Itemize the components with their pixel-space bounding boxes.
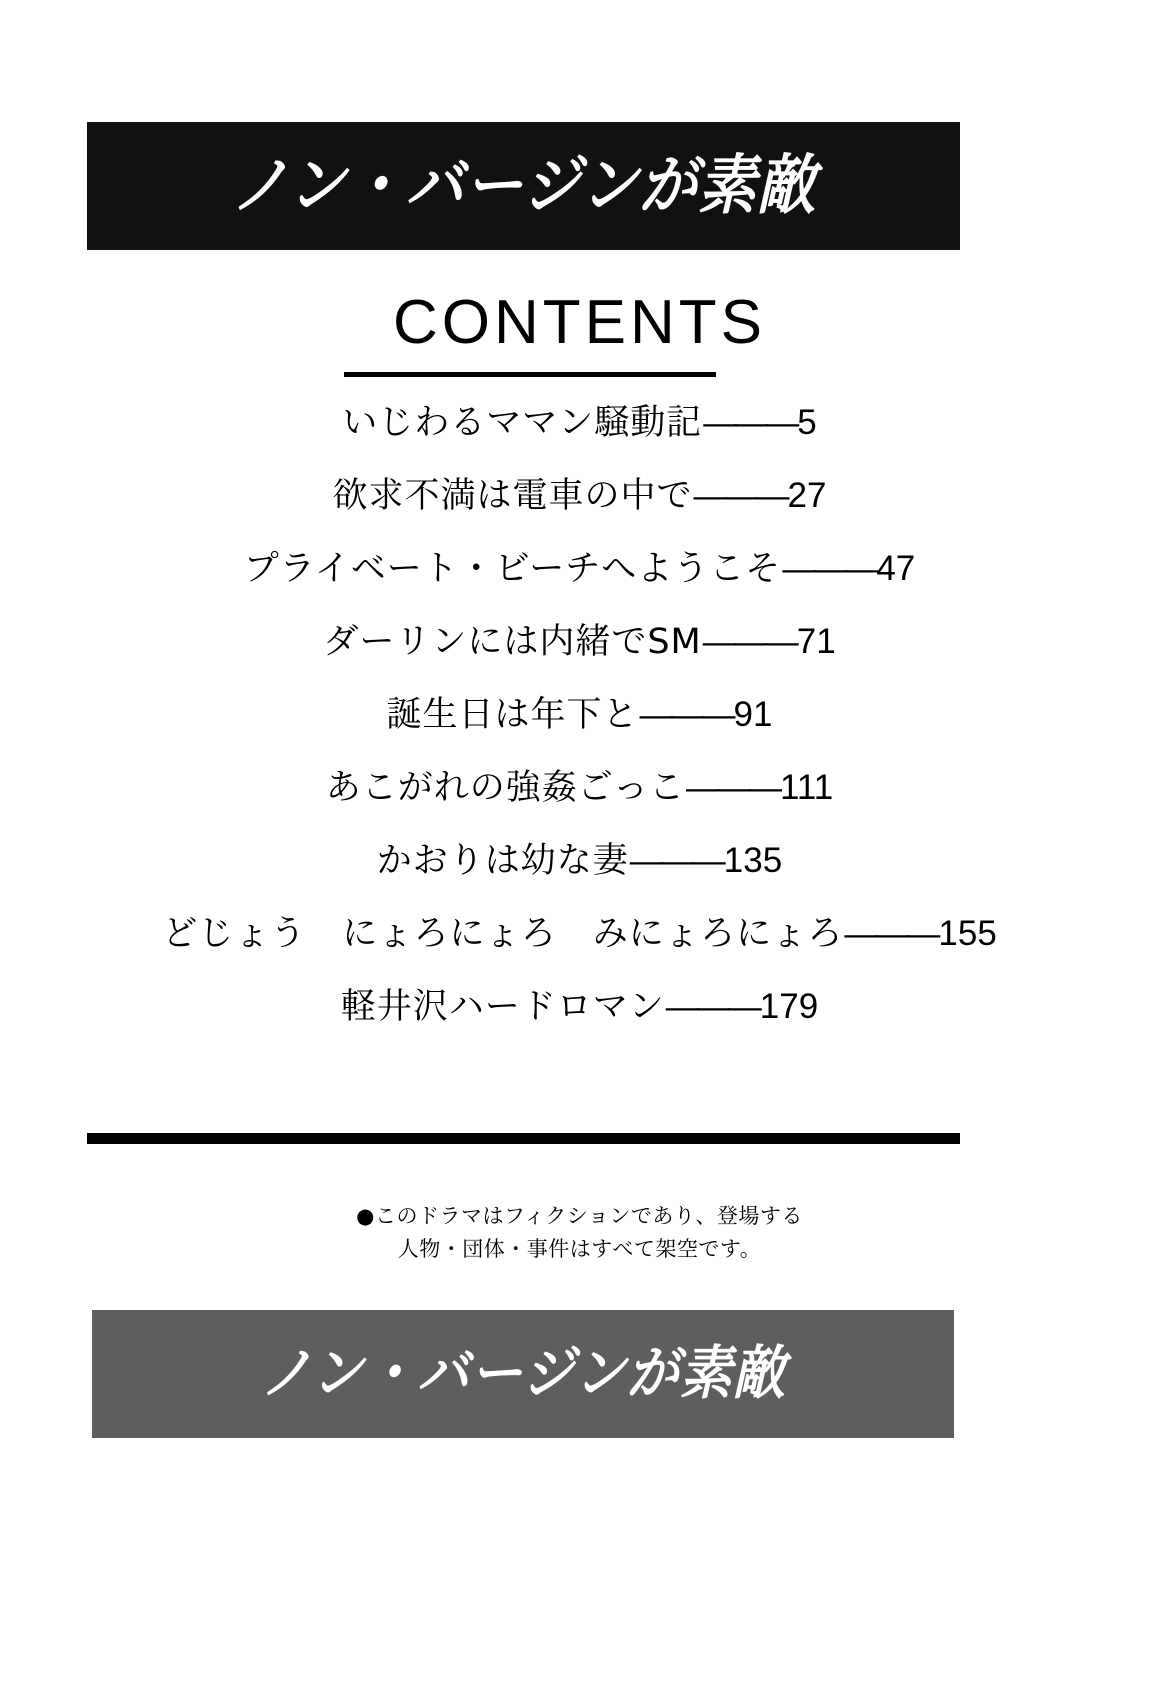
toc-entry-page: 135 bbox=[723, 841, 783, 880]
toc-leader: ——— bbox=[665, 988, 759, 1026]
toc-entry-title: いじわるママン騒動記 bbox=[342, 403, 703, 443]
toc-entry-page: 71 bbox=[796, 622, 836, 661]
toc-entry[interactable] bbox=[0, 916, 1159, 952]
toc-entry-title: ダーリンには内緒でSM bbox=[323, 622, 702, 662]
toc-leader: ——— bbox=[693, 477, 787, 515]
toc-entry-page: 27 bbox=[787, 476, 827, 515]
toc-leader: ——— bbox=[639, 696, 733, 734]
toc-entry[interactable] bbox=[0, 989, 1159, 1025]
toc-entry-title: 欲求不満は電車の中で bbox=[332, 476, 693, 516]
toc-entry-title: かおりは幼な妻 bbox=[376, 841, 629, 881]
toc-leader: ——— bbox=[629, 842, 723, 880]
toc-leader: ——— bbox=[703, 404, 797, 442]
toc-entry[interactable] bbox=[0, 624, 1159, 660]
disclaimer-line-1: ●このドラマはフィクションであり、登場する bbox=[356, 1204, 803, 1228]
disclaimer-line-2: 人物・団体・事件はすべて架空です。 bbox=[397, 1236, 762, 1261]
section-divider bbox=[87, 1133, 960, 1144]
toc-entry-title: あこがれの強姦ごっこ bbox=[325, 768, 686, 808]
toc-entry-page: 179 bbox=[759, 987, 819, 1026]
contents-heading-underline bbox=[344, 372, 716, 377]
toc-entry-page: 47 bbox=[876, 549, 916, 588]
contents-heading bbox=[0, 288, 1159, 368]
book-title-bottom: ノン・バージンが素敵 bbox=[260, 1341, 786, 1407]
toc-entry[interactable] bbox=[0, 843, 1159, 879]
toc-entry[interactable] bbox=[0, 405, 1159, 441]
disclaimer bbox=[0, 1200, 1159, 1265]
toc-entry-title: どじょう にょろにょろ みにょろにょろ bbox=[162, 914, 844, 954]
toc-leader: ——— bbox=[686, 769, 780, 807]
toc-entry[interactable] bbox=[0, 770, 1159, 806]
toc-leader: ——— bbox=[782, 550, 876, 588]
toc-entry-page: 111 bbox=[780, 768, 834, 807]
title-banner-top bbox=[87, 122, 960, 250]
table-of-contents bbox=[0, 405, 1159, 1062]
toc-entry-title: 誕生日は年下と bbox=[386, 695, 639, 735]
toc-leader: ——— bbox=[844, 915, 938, 953]
toc-entry-title: プライベート・ビーチへようこそ bbox=[243, 549, 782, 589]
title-banner-bottom bbox=[92, 1310, 954, 1438]
toc-entry-page: 5 bbox=[797, 403, 817, 442]
toc-entry[interactable] bbox=[0, 551, 1159, 587]
book-title-top: ノン・バージンが素敵 bbox=[230, 149, 817, 222]
toc-entry[interactable] bbox=[0, 697, 1159, 733]
contents-heading-label: CONTENTS bbox=[393, 288, 766, 357]
toc-entry-page: 155 bbox=[938, 914, 997, 953]
toc-entry[interactable] bbox=[0, 478, 1159, 514]
toc-entry-page: 91 bbox=[733, 695, 773, 734]
toc-leader: ——— bbox=[702, 623, 796, 661]
toc-entry-title: 軽井沢ハードロマン bbox=[340, 987, 665, 1027]
